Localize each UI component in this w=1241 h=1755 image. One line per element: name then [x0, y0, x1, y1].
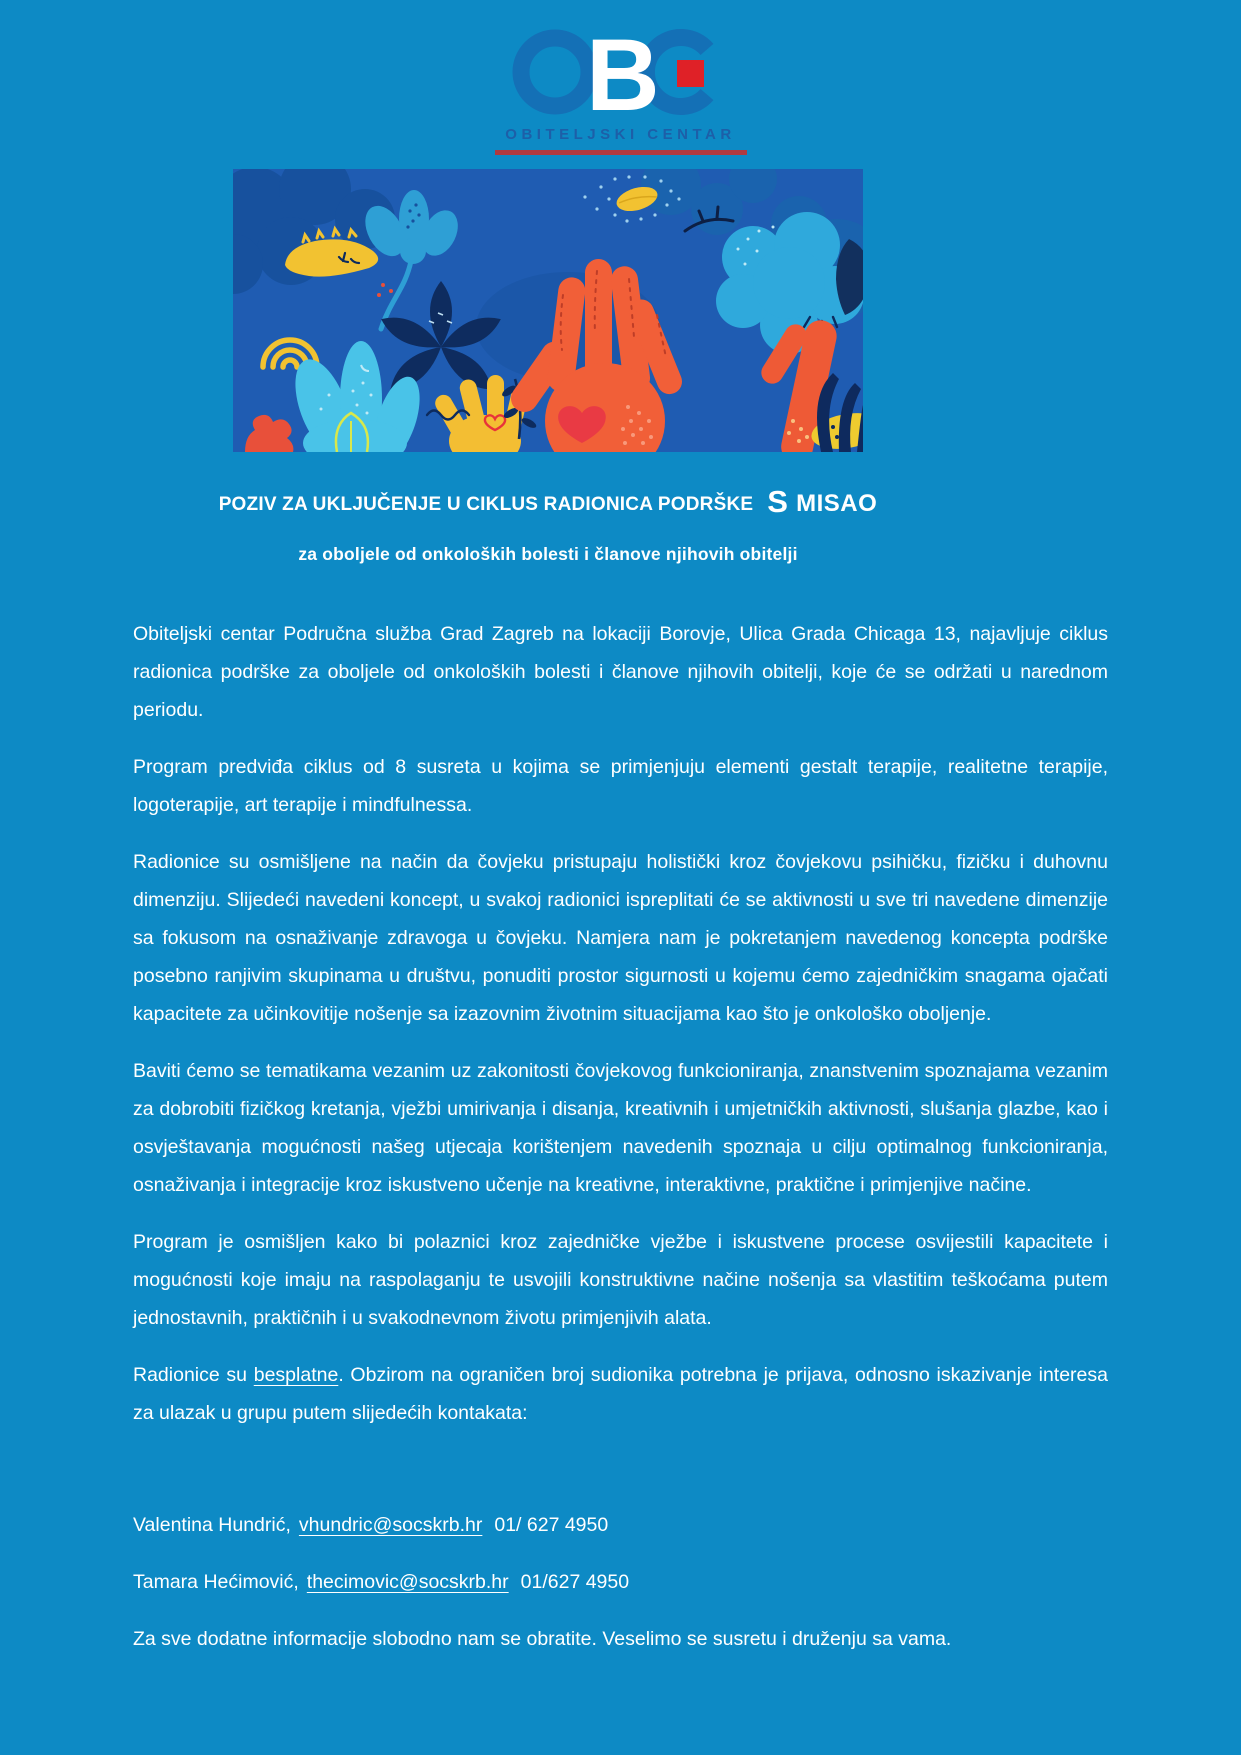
contact-name: Valentina Hundrić,: [133, 1514, 291, 1536]
hero-section: [233, 169, 863, 452]
free-of-charge-underlined: besplatne: [253, 1364, 339, 1386]
logo-letter-b: B: [585, 24, 660, 124]
logo-letter-o: [521, 38, 589, 106]
contact-line-2: [133, 1563, 1108, 1601]
logo-underline-bar: [495, 150, 747, 155]
header: [0, 0, 1241, 155]
logo-red-square: [677, 60, 704, 87]
title-accent-rest: MISAO: [796, 490, 878, 517]
contact-name: Tamara Hećimović,: [133, 1571, 299, 1593]
contact-email-link[interactable]: thecimovic@socskrb.hr: [306, 1571, 509, 1593]
hero-illustration: [233, 169, 863, 452]
registration-prefix: Radionice su: [133, 1364, 254, 1386]
paragraph-topics: Baviti ćemo se tematikama vezanim uz zakonitosti čovjekovog funkcioniranja, znanstvenim spoznajama vezanim za dobrobiti fizičkog kretanja, vježbi umirivanja i disanja, kreativnih i umjetničkih aktivnosti, slušanja glazbe, kao i osvještavanja mogućnosti našeg utjecaja korištenjem navedenih spoznaja u cilju optimalnog funkcioniranja, osnaživanja i integracije kroz iskustveno učenje na kreativne, interaktivne, praktične i primjenjive načine.: [133, 1060, 1108, 1196]
paragraph-program: Program predviđa ciklus od 8 susreta u kojima se primjenjuju elementi gestalt terapije, realitetne terapije, logoterapije, art terapije i mindfulnessa.: [133, 756, 1108, 816]
title-main: POZIV ZA UKLJUČENJE U CIKLUS RADIONICA PODRŠKE: [218, 494, 754, 515]
contact-line-1: [133, 1506, 1108, 1544]
page-subtitle: za oboljele od onkoloških bolesti i članove njihovih obitelji: [298, 544, 798, 564]
body-content: [133, 615, 1108, 1658]
registration-suffix: . Obzirom na ograničen broj sudionika potrebna je prijava, odnosno iskazivanje interesa za ulazak u grupu putem slijedećih kontakata:: [133, 1364, 1108, 1424]
obc-logo-icon: [505, 24, 737, 124]
title-accent-initial: S: [767, 484, 789, 519]
contact-phone: 01/ 627 4950: [494, 1514, 609, 1536]
contacts-section: [133, 1506, 1108, 1658]
closing-line: Za sve dodatne informacije slobodno nam se obratite. Veselimo se susretu i druženju sa vama.: [133, 1628, 952, 1650]
contact-email-link[interactable]: vhundric@socskrb.hr: [298, 1514, 483, 1536]
paragraph-concept: Radionice su osmišljene na način da čovjeku pristupaju holistički kroz čovjekovu psihičku, fizičku i duhovnu dimenziju. Slijedeći navedeni koncept, u svakoj radionici ispreplitati će se aktivnosti u sve tri navedene dimenzije sa fokusom na osnaživanje zdravoga u čovjeku. Namjera nam je pokretanjem navedenog koncepta podrške posebno ranjivim skupinama u društvu, ponuditi prostor sigurnosti u kojemu ćemo zajedničkim snagama ojačati kapacitete za učinkovitije nošenje sa izazovnim životnim situacijama kao što je onkološko oboljenje.: [133, 851, 1108, 1025]
paragraph-goal: Program je osmišljen kako bi polaznici kroz zajedničke vježbe i iskustvene procese osvijestili kapacitete i mogućnosti koje imaju na raspolaganju te usvojili konstruktivne načine nošenja sa vlastitim teškoćama putem jednostavnih, praktičnih i u svakodnevnom životu primjenjivih alata.: [133, 1231, 1108, 1329]
paragraph-registration: [133, 1356, 1108, 1432]
logo-wordmark: OBITELJSKI CENTAR: [505, 126, 736, 143]
contact-phone: 01/627 4950: [520, 1571, 630, 1593]
title-block: [158, 484, 938, 565]
page-title: [158, 484, 938, 520]
paragraph-intro: Obiteljski centar Područna služba Grad Zagreb na lokaciji Borovje, Ulica Grada Chicaga 13, najavljuje ciklus radionica podrške za oboljele od onkoloških bolesti i članove njihovih obitelji, koje će se održati u narednom periodu.: [133, 623, 1108, 721]
